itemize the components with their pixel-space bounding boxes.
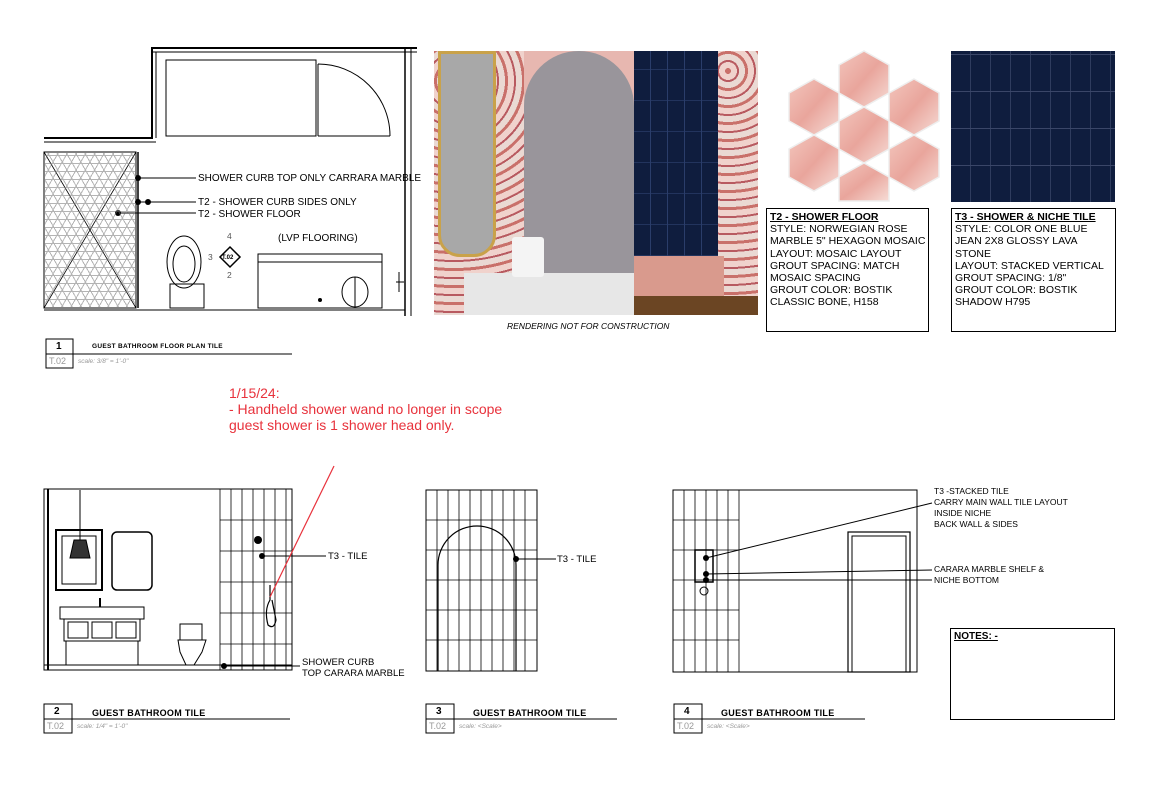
spec-t2-line: CLASSIC BONE, H158 bbox=[770, 296, 879, 309]
spec-t2-title: T2 - SHOWER FLOOR bbox=[770, 211, 879, 223]
title-block-title: GUEST BATHROOM TILE bbox=[92, 708, 206, 718]
title-block-sheet: T.02 bbox=[47, 721, 65, 731]
revision-note-date: 1/15/24: bbox=[229, 385, 280, 401]
label-curb-sides: T2 - SHOWER CURB SIDES ONLY bbox=[198, 197, 357, 208]
elev4-niche-label: CARRY MAIN WALL TILE LAYOUT bbox=[934, 497, 1068, 507]
title-block-number: 4 bbox=[684, 706, 690, 717]
spec-t3-line: STONE bbox=[955, 247, 991, 260]
elev2-curb-label: SHOWER CURB bbox=[302, 657, 375, 668]
spec-t2-line: STYLE: NORWEGIAN ROSE bbox=[770, 223, 908, 236]
title-block-sheet: T.02 bbox=[677, 721, 695, 731]
tag-number-left: 3 bbox=[208, 252, 213, 262]
spec-t3-line: JEAN 2X8 GLOSSY LAVA bbox=[955, 235, 1078, 248]
rendering-caption: RENDERING NOT FOR CONSTRUCTION bbox=[507, 321, 670, 331]
title-block-scale: scale: <Scale> bbox=[459, 723, 502, 730]
spec-t3-title: T3 - SHOWER & NICHE TILE bbox=[955, 211, 1096, 223]
spec-t3-line: STYLE: COLOR ONE BLUE bbox=[955, 223, 1088, 236]
spec-t2-line: LAYOUT: MOSAIC LAYOUT bbox=[770, 247, 902, 260]
title-block-number: 3 bbox=[436, 706, 442, 717]
elev3-tile-label: T3 - TILE bbox=[557, 554, 597, 565]
elev4-niche-label: T3 -STACKED TILE bbox=[934, 486, 1009, 496]
spec-t3-line: SHADOW H795 bbox=[955, 296, 1031, 309]
spec-t3-line: GROUT SPACING: 1/8" bbox=[955, 272, 1067, 285]
elev4-shelf-label: NICHE BOTTOM bbox=[934, 575, 1000, 585]
elev2-curb-label: TOP CARARA MARBLE bbox=[302, 668, 405, 679]
label-shower-floor: T2 - SHOWER FLOOR bbox=[198, 209, 301, 220]
spec-t2-line: MOSAIC SPACING bbox=[770, 272, 861, 285]
label-curb-top: SHOWER CURB TOP ONLY CARRARA MARBLE bbox=[198, 173, 422, 184]
notes-title: NOTES: - bbox=[954, 631, 998, 642]
elev2-tile-label: T3 - TILE bbox=[328, 551, 368, 562]
elev4-niche-label: INSIDE NICHE bbox=[934, 508, 992, 518]
title-block-sheet: T.02 bbox=[429, 721, 447, 731]
title-block-sheet: T.02 bbox=[49, 356, 67, 366]
title-block-number: 2 bbox=[54, 706, 60, 717]
tag-number-top: 4 bbox=[227, 231, 232, 241]
spec-t3-line: GROUT COLOR: BOSTIK bbox=[955, 284, 1078, 297]
spec-t2-line: GROUT COLOR: BOSTIK bbox=[770, 284, 893, 297]
spec-t3-line: LAYOUT: STACKED VERTICAL bbox=[955, 259, 1104, 272]
title-block-scale: scale: 1/4" = 1'-0" bbox=[77, 723, 128, 730]
elev4-niche-label: BACK WALL & SIDES bbox=[934, 519, 1018, 529]
title-block-scale: scale: <Scale> bbox=[707, 723, 750, 730]
title-block-title: GUEST BATHROOM TILE bbox=[473, 708, 587, 718]
spec-t2-line: GROUT SPACING: MATCH bbox=[770, 259, 900, 272]
tag-sheet-center: T.02 bbox=[222, 255, 234, 261]
revision-note-line: - Handheld shower wand no longer in scope bbox=[229, 401, 503, 417]
title-block-scale: scale: 3/8" = 1'-0" bbox=[78, 358, 129, 365]
label-lvp-flooring: (LVP FLOORING) bbox=[278, 233, 358, 244]
tag-number-bottom: 2 bbox=[227, 270, 232, 280]
title-block-number: 1 bbox=[56, 341, 62, 352]
title-block-title: GUEST BATHROOM TILE bbox=[721, 708, 835, 718]
revision-note-line: guest shower is 1 shower head only. bbox=[229, 417, 455, 433]
title-block-title: GUEST BATHROOM FLOOR PLAN TILE bbox=[92, 343, 223, 350]
elev4-shelf-label: CARARA MARBLE SHELF & bbox=[934, 564, 1045, 574]
spec-t2-line: MARBLE 5" HEXAGON MOSAIC bbox=[770, 235, 926, 248]
